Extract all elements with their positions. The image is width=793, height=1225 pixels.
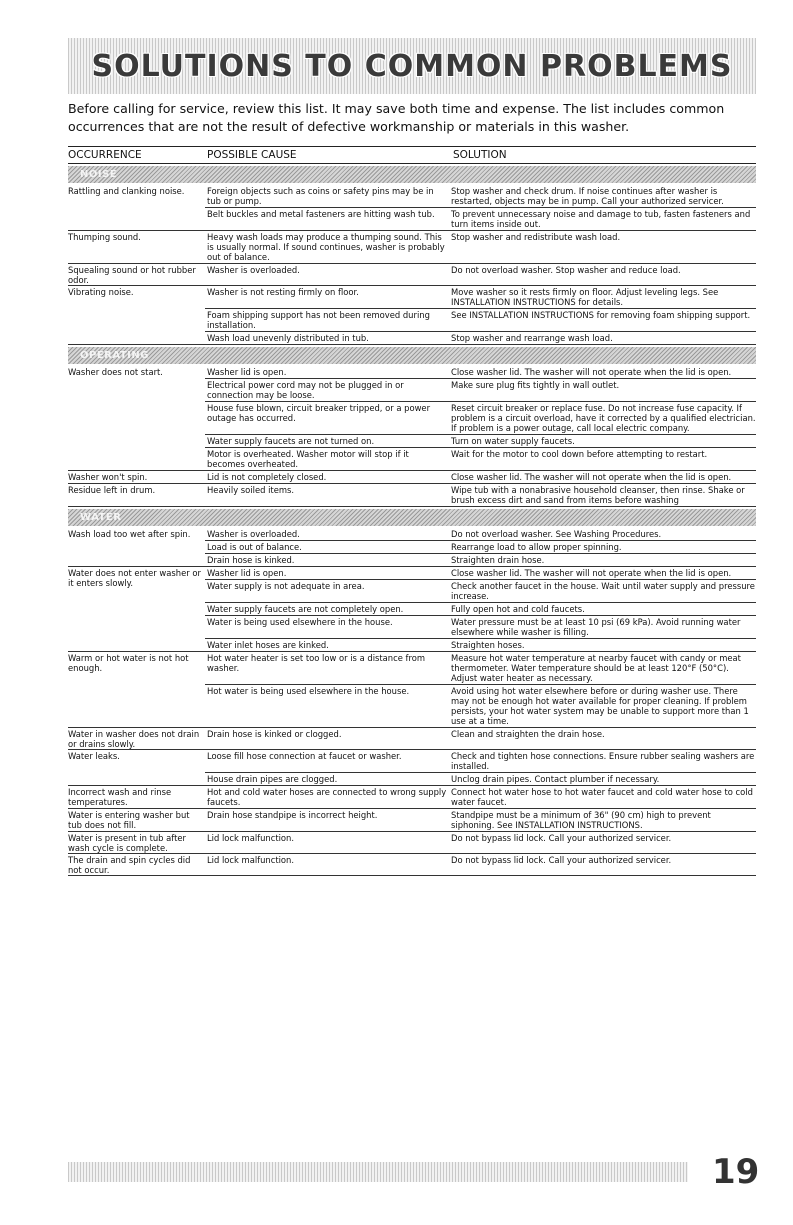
solution-cell: Check another faucet in the house. Wait until water supply and pressure increase.	[451, 581, 755, 601]
cause-solution-list	[205, 567, 756, 651]
occurrence-cell: Water in washer does not drain or drains slowly.	[68, 729, 200, 749]
cause-cell: Water inlet hoses are kinked.	[207, 640, 329, 650]
cause-cell: Washer lid is open.	[207, 568, 287, 578]
page-title: SOLUTIONS TO COMMON PROBLEMS	[91, 48, 733, 84]
cause-cell: Motor is overheated. Washer motor will stop if it becomes overheated.	[207, 449, 409, 469]
cause-solution-row	[205, 616, 756, 639]
occurrence-cell: Residue left in drum.	[68, 485, 156, 495]
solution-cell: Close washer lid. The washer will not operate when the lid is open.	[451, 568, 732, 578]
table-row	[68, 652, 756, 728]
intro-paragraph: Before calling for service, review this list. It may save both time and expense. The list includes common occurrences that are not the result of defective workmanship or materials in this washer.	[68, 101, 725, 134]
cause-solution-row	[205, 402, 756, 435]
table-row	[68, 728, 756, 750]
cause-solution-row	[205, 264, 756, 276]
table-row	[68, 185, 756, 231]
table-row	[68, 750, 756, 786]
occurrence-cell: Incorrect wash and rinse temperatures.	[68, 787, 172, 807]
cause-solution-row	[205, 231, 756, 263]
cause-solution-list	[205, 264, 756, 285]
cause-solution-row	[205, 554, 756, 566]
solution-cell: Measure hot water temperature at nearby faucet with candy or meat thermometer. Water temperature should be at least 120°F (50°C). Adjust water heater as necessary.	[451, 653, 741, 683]
cause-cell: Washer is overloaded.	[207, 265, 300, 275]
cause-solution-row	[205, 639, 756, 651]
header-occurrence: OCCURRENCE	[68, 149, 142, 161]
solution-cell: Connect hot water hose to hot water faucet and cold water hose to cold water faucet.	[451, 787, 753, 807]
cause-cell: Foam shipping support has not been removed during installation.	[207, 310, 430, 330]
solution-cell: Unclog drain pipes. Contact plumber if necessary.	[451, 774, 660, 784]
cause-solution-list	[205, 854, 756, 875]
cause-solution-list	[205, 366, 756, 470]
solution-cell: Check and tighten hose connections. Ensure rubber sealing washers are installed.	[451, 751, 755, 771]
cause-solution-list	[205, 786, 756, 808]
cause-cell: Water supply faucets are not completely open.	[207, 604, 404, 614]
cause-cell: Loose fill hose connection at faucet or washer.	[207, 751, 402, 761]
cause-cell: Load is out of balance.	[207, 542, 302, 552]
header-solution: SOLUTION	[453, 149, 507, 161]
solution-cell: Straighten drain hose.	[451, 555, 545, 565]
occurrence-cell: Water is present in tub after wash cycle is complete.	[68, 833, 186, 853]
cause-solution-row	[205, 652, 756, 685]
cause-solution-row	[205, 484, 756, 506]
table-row	[68, 484, 756, 507]
cause-solution-row	[205, 309, 756, 332]
cause-solution-row	[205, 728, 756, 740]
occurrence-cell: Rattling and clanking noise.	[68, 186, 185, 196]
cause-cell: Washer is overloaded.	[207, 529, 300, 539]
cause-solution-row	[205, 567, 756, 580]
cause-cell: Drain hose standpipe is incorrect height.	[207, 810, 378, 820]
solution-cell: Straighten hoses.	[451, 640, 525, 650]
occurrence-cell: The drain and spin cycles did not occur.	[68, 855, 191, 875]
solution-cell: Standpipe must be a minimum of 36" (90 cm) high to prevent siphoning. See INSTALLATION INSTRUCTIONS.	[451, 810, 711, 830]
cause-cell: Heavily soiled items.	[207, 485, 295, 495]
cause-solution-row	[205, 750, 756, 773]
table-row	[68, 809, 756, 832]
footer-bar	[68, 1162, 688, 1182]
occurrence-cell: Wash load too wet after spin.	[68, 529, 191, 539]
cause-solution-row	[205, 854, 756, 866]
section-header-noise: NOISE	[68, 166, 756, 183]
solution-cell: Avoid using hot water elsewhere before or during washer use. There may not be enough hot water available for proper cleaning. If problem persists, your hot water system may be unable to support more than 1 use at a time.	[451, 686, 749, 726]
cause-solution-list	[205, 809, 756, 831]
cause-cell: Hot water heater is set too low or is a distance from washer.	[207, 653, 426, 673]
cause-solution-list	[205, 652, 756, 727]
table-header	[68, 146, 756, 164]
solution-cell: Reset circuit breaker or replace fuse. Do not increase fuse capacity. If problem is a circuit overload, have it corrected by a qualified electrician. If problem is a power outage, call local electric company.	[451, 403, 756, 433]
cause-solution-row	[205, 809, 756, 831]
cause-solution-row	[205, 541, 756, 554]
occurrence-cell: Water is entering washer but tub does not fill.	[68, 810, 190, 830]
cause-solution-row	[205, 286, 756, 309]
cause-solution-list	[205, 471, 756, 483]
cause-solution-row	[205, 448, 756, 470]
cause-cell: Foreign objects such as coins or safety pins may be in tub or pump.	[207, 186, 434, 206]
cause-cell: Drain hose is kinked or clogged.	[207, 729, 342, 739]
title-banner	[68, 38, 756, 94]
solution-cell: Clean and straighten the drain hose.	[451, 729, 605, 739]
cause-solution-row	[205, 471, 756, 483]
cause-solution-list	[205, 728, 756, 749]
solution-cell: Wipe tub with a nonabrasive household cleanser, then rinse. Shake or brush excess dirt and sand from items before washing	[451, 485, 745, 505]
cause-solution-row	[205, 685, 756, 727]
occurrence-cell: Water leaks.	[68, 751, 120, 761]
cause-cell: Hot water is being used elsewhere in the house.	[207, 686, 410, 696]
section-header-operating: OPERATING	[68, 347, 756, 364]
table-row	[68, 286, 756, 345]
occurrence-cell: Washer does not start.	[68, 367, 163, 377]
solution-cell: Fully open hot and cold faucets.	[451, 604, 585, 614]
solution-cell: Do not bypass lid lock. Call your authorized servicer.	[451, 855, 672, 865]
solution-cell: Do not overload washer. See Washing Procedures.	[451, 529, 662, 539]
table-row	[68, 471, 756, 484]
occurrence-cell: Squealing sound or hot rubber odor.	[68, 265, 196, 285]
cause-cell: Washer is not resting firmly on floor.	[207, 287, 359, 297]
cause-solution-list	[205, 832, 756, 853]
cause-solution-row	[205, 832, 756, 844]
cause-cell: Lid lock malfunction.	[207, 833, 295, 843]
occurrence-cell: Vibrating noise.	[68, 287, 134, 297]
cause-cell: House fuse blown, circuit breaker tripped, or a power outage has occurred.	[207, 403, 431, 423]
problems-table	[68, 146, 756, 876]
cause-solution-list	[205, 750, 756, 785]
occurrence-cell: Thumping sound.	[68, 232, 141, 242]
cause-solution-row	[205, 185, 756, 208]
section-header-water: WATER	[68, 509, 756, 526]
solution-cell: Stop washer and redistribute wash load.	[451, 232, 621, 242]
cause-cell: Lid is not completely closed.	[207, 472, 327, 482]
table-row	[68, 567, 756, 652]
solution-cell: Close washer lid. The washer will not operate when the lid is open.	[451, 367, 732, 377]
cause-solution-row	[205, 366, 756, 379]
cause-cell: Belt buckles and metal fasteners are hitting wash tub.	[207, 209, 435, 219]
cause-solution-row	[205, 580, 756, 603]
cause-solution-row	[205, 379, 756, 402]
table-body	[68, 166, 756, 876]
page-number: 19	[712, 1152, 760, 1192]
occurrence-cell: Water does not enter washer or it enters slowly.	[68, 568, 201, 588]
table-row	[68, 786, 756, 809]
table-row	[68, 264, 756, 286]
solution-cell: Water pressure must be at least 10 psi (69 kPa). Avoid running water elsewhere while washer is filling.	[451, 617, 741, 637]
solution-cell: Wait for the motor to cool down before attempting to restart.	[451, 449, 708, 459]
solution-cell: Close washer lid. The washer will not operate when the lid is open.	[451, 472, 732, 482]
cause-cell: Electrical power cord may not be plugged in or connection may be loose.	[207, 380, 404, 400]
table-row	[68, 231, 756, 264]
solution-cell: See INSTALLATION INSTRUCTIONS for removing foam shipping support.	[451, 310, 751, 320]
solution-cell: Make sure plug fits tightly in wall outlet.	[451, 380, 620, 390]
solution-cell: Stop washer and rearrange wash load.	[451, 333, 613, 343]
header-cause: POSSIBLE CAUSE	[207, 149, 297, 161]
cause-solution-row	[205, 773, 756, 785]
cause-solution-list	[205, 286, 756, 344]
table-row	[68, 854, 756, 876]
solution-cell: Stop washer and check drum. If noise continues after washer is restarted, objects may be in pump. Call your authorized servicer.	[451, 186, 724, 206]
solution-cell: To prevent unnecessary noise and damage to tub, fasten fasteners and turn items inside out.	[451, 209, 751, 229]
cause-cell: Water is being used elsewhere in the house.	[207, 617, 393, 627]
cause-cell: Wash load unevenly distributed in tub.	[207, 333, 369, 343]
cause-solution-row	[205, 435, 756, 448]
cause-solution-row	[205, 208, 756, 230]
table-row	[68, 832, 756, 854]
cause-cell: House drain pipes are clogged.	[207, 774, 338, 784]
occurrence-cell: Washer won't spin.	[68, 472, 148, 482]
cause-solution-list	[205, 185, 756, 230]
cause-cell: Water supply is not adequate in area.	[207, 581, 365, 591]
cause-cell: Washer lid is open.	[207, 367, 287, 377]
solution-cell: Do not overload washer. Stop washer and reduce load.	[451, 265, 681, 275]
cause-cell: Water supply faucets are not turned on.	[207, 436, 375, 446]
occurrence-cell: Warm or hot water is not hot enough.	[68, 653, 189, 673]
cause-solution-row	[205, 603, 756, 616]
cause-cell: Drain hose is kinked.	[207, 555, 295, 565]
cause-solution-list	[205, 528, 756, 566]
cause-cell: Hot and cold water hoses are connected to wrong supply faucets.	[207, 787, 447, 807]
solution-cell: Rearrange load to allow proper spinning.	[451, 542, 622, 552]
cause-cell: Heavy wash loads may produce a thumping sound. This is usually normal. If sound continues, washer is probably out of balance.	[207, 232, 445, 262]
cause-solution-row	[205, 528, 756, 541]
cause-solution-list	[205, 231, 756, 263]
solution-cell: Do not bypass lid lock. Call your authorized servicer.	[451, 833, 672, 843]
cause-solution-list	[205, 484, 756, 506]
cause-cell: Lid lock malfunction.	[207, 855, 295, 865]
solution-cell: Turn on water supply faucets.	[451, 436, 575, 446]
table-row	[68, 366, 756, 471]
cause-solution-row	[205, 332, 756, 344]
solution-cell: Move washer so it rests firmly on floor. Adjust leveling legs. See INSTALLATION INSTRUCTIONS for details.	[451, 287, 719, 307]
cause-solution-row	[205, 786, 756, 808]
table-row	[68, 528, 756, 567]
